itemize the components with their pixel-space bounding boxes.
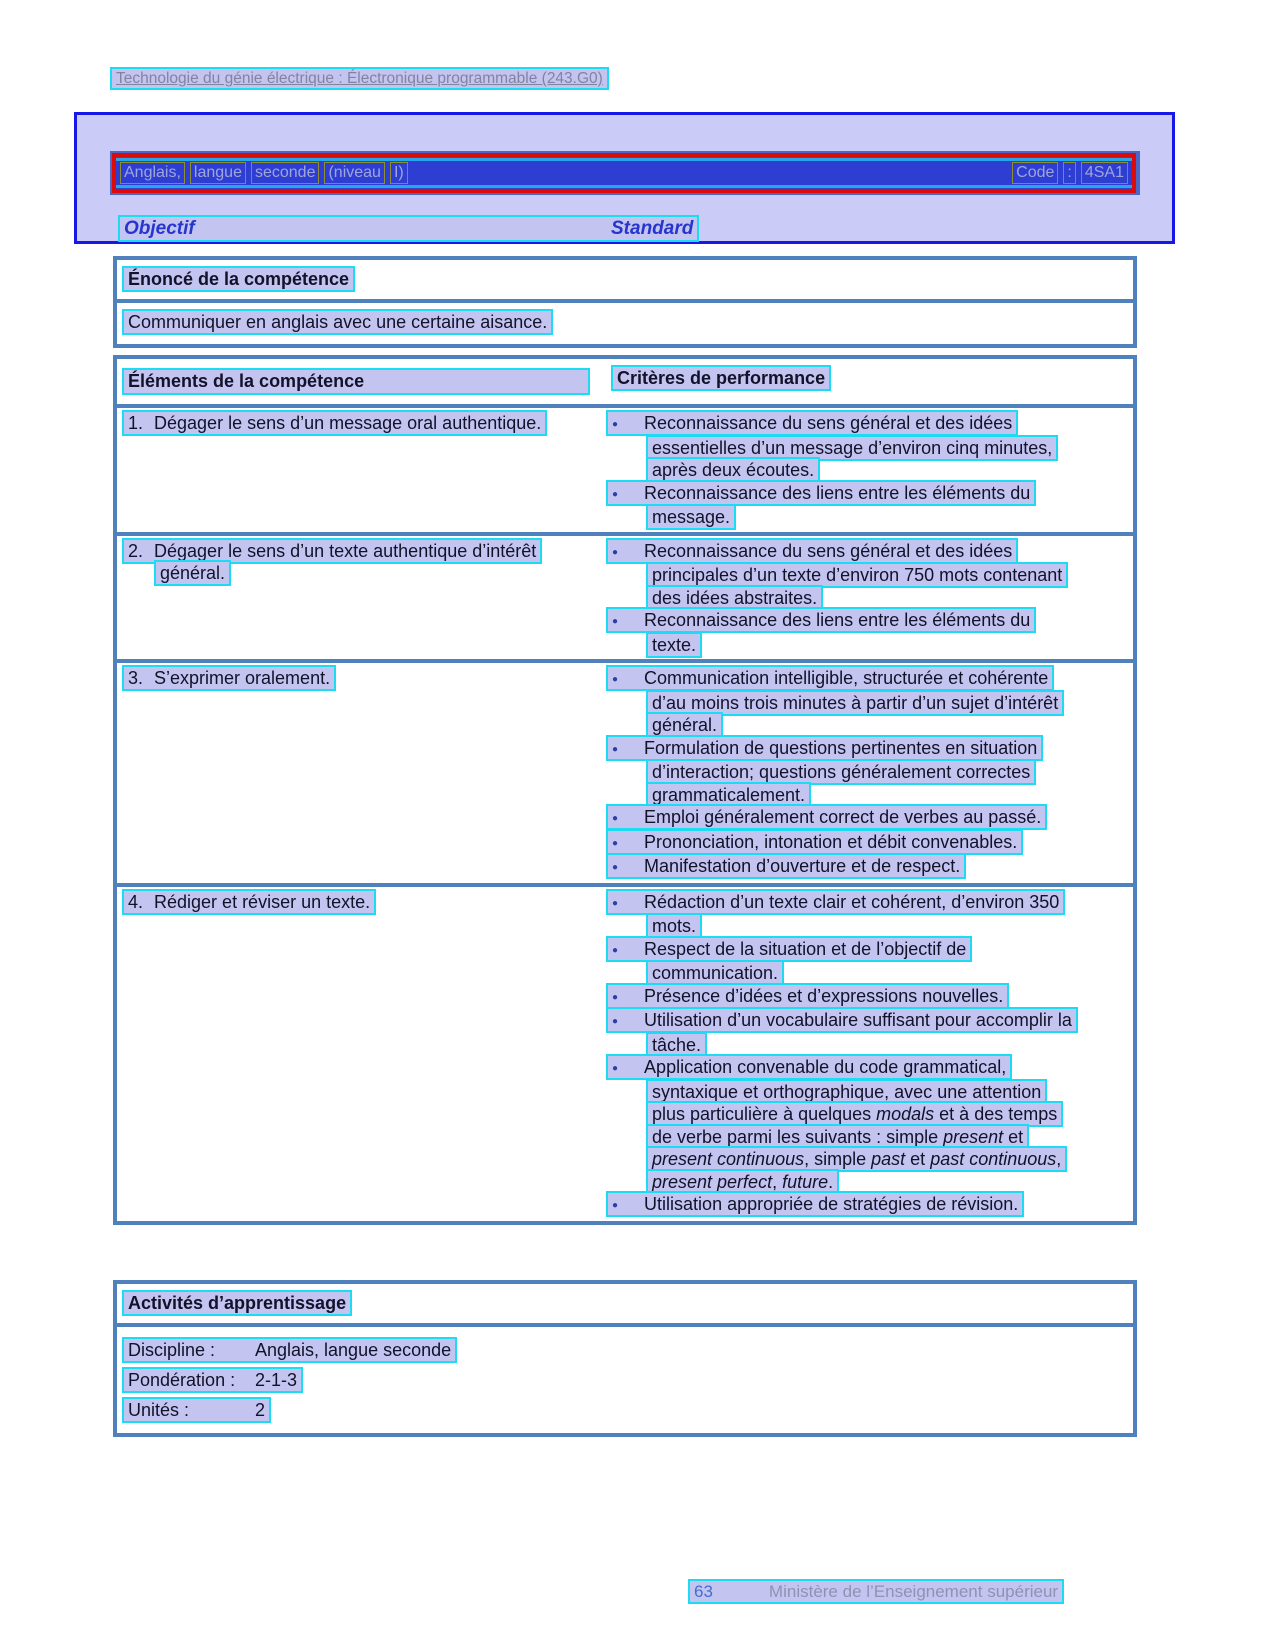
- activites-row-text: [122, 1367, 303, 1393]
- criteria-text: [606, 410, 1058, 483]
- criteria-list: [606, 667, 1074, 880]
- activites-rows: [117, 1327, 1133, 1433]
- criteria-text: [606, 889, 1065, 940]
- criteria-segment: .: [828, 1171, 834, 1192]
- criteria-item: [606, 891, 1074, 938]
- criteria-segment: Reconnaissance du sens général et des idées principales d’un texte d’environ 750 mots contenant des idées abstraites.: [644, 540, 1063, 608]
- criteria-segment: Reconnaissance des liens entre les éléments du texte.: [644, 610, 1031, 655]
- bullet-icon: ●: [612, 1063, 619, 1074]
- criteria-italic-segment: present: [943, 1126, 1004, 1147]
- competence-table: [113, 355, 1137, 1225]
- bullet-icon: ●: [612, 991, 619, 1003]
- element-cell: [117, 667, 606, 880]
- running-header: [110, 70, 609, 88]
- activites-label: Unités :: [128, 1400, 190, 1420]
- criteria-italic-segment: past: [871, 1149, 906, 1169]
- element-text: [122, 889, 376, 915]
- title-word: seconde: [251, 162, 320, 184]
- criteria-segment: et: [905, 1149, 931, 1169]
- enonce-header: Énoncé de la compétence: [122, 266, 355, 292]
- criteria-segment: Reconnaissance du sens général et des idées essentielles d’un message d’environ cinq minutes, après deux écoutes.: [644, 413, 1053, 480]
- criteria-segment: et: [1003, 1126, 1024, 1147]
- bullet-icon: ●: [612, 862, 619, 873]
- element-cell: [117, 412, 606, 529]
- criteres-header-cell: [611, 368, 831, 395]
- competence-row: [117, 408, 1133, 536]
- bullet-icon: ●: [612, 1016, 619, 1027]
- enonce-statement-row: [117, 303, 1133, 344]
- criteria-segment: Manifestation d’ouverture et de respect.: [644, 856, 961, 876]
- objectif-standard-row: [118, 218, 699, 240]
- element-text: [122, 410, 547, 436]
- criteria-cell: [606, 667, 1074, 880]
- criteria-list: [606, 540, 1074, 657]
- page-footer: [688, 1582, 1064, 1602]
- activites-value: Anglais, langue seconde: [255, 1340, 452, 1360]
- bullet-icon: ●: [612, 546, 619, 558]
- criteria-text: [606, 804, 1047, 830]
- bullet-icon: ●: [612, 1200, 619, 1211]
- activites-row-text: [122, 1337, 457, 1363]
- title-word: (niveau: [324, 162, 384, 184]
- title-word: I): [390, 162, 408, 184]
- element-item: [122, 412, 600, 435]
- activites-table: [113, 1280, 1137, 1437]
- criteria-italic-segment: present perfect: [652, 1171, 773, 1192]
- bullet-icon: ●: [612, 488, 619, 500]
- activites-header: Activités d’apprentissage: [122, 1290, 352, 1316]
- criteria-italic-segment: past continuous: [930, 1149, 1057, 1169]
- title-word: Anglais,: [120, 162, 185, 184]
- competence-row: [117, 536, 1133, 664]
- criteria-item: [606, 737, 1074, 807]
- elements-header: Éléments de la compétence: [122, 368, 590, 395]
- criteria-segment: Respect de la situation et de l’objectif de communication.: [644, 938, 967, 983]
- element-cell: [117, 540, 606, 657]
- element-text: [122, 665, 336, 691]
- code-word: 4SA1: [1081, 162, 1128, 184]
- criteria-text: [606, 607, 1036, 658]
- bullet-icon: ●: [612, 837, 619, 849]
- criteria-item: [606, 855, 1074, 880]
- activites-row: [122, 1340, 1128, 1361]
- criteria-segment: Communication intelligible, structurée et cohérente d’au moins trois minutes à partir d’un sujet d’intérêt général.: [644, 668, 1059, 735]
- criteria-text: [606, 983, 1009, 1009]
- criteria-text: [606, 735, 1043, 808]
- element-label: S’exprimer oralement.: [154, 668, 331, 688]
- criteria-item: [606, 412, 1074, 482]
- element-item: [122, 667, 600, 690]
- criteria-list: [606, 412, 1074, 529]
- criteria-item: [606, 482, 1074, 529]
- elements-header-cell: [122, 368, 611, 395]
- bullet-icon: ●: [612, 674, 619, 685]
- objectif-heading: Objectif: [124, 218, 195, 239]
- criteria-item: [606, 609, 1074, 656]
- course-title-bar: [110, 151, 1140, 195]
- criteria-italic-segment: modals: [876, 1104, 935, 1124]
- course-code: [1012, 162, 1128, 184]
- code-word: :: [1063, 162, 1075, 184]
- element-label: Dégager le sens d’un texte authentique d’intérêt général.: [154, 540, 537, 583]
- code-word: Code: [1012, 162, 1058, 184]
- element-number: 2.: [128, 540, 144, 561]
- criteria-segment: ,: [1056, 1149, 1062, 1169]
- criteria-cell: [606, 891, 1074, 1218]
- activites-row: [122, 1370, 1128, 1391]
- bullet-icon: ●: [612, 616, 619, 627]
- activites-row: [122, 1400, 1128, 1421]
- page-number: 63: [694, 1582, 713, 1601]
- element-cell: [117, 891, 606, 1218]
- element-number: 4.: [128, 891, 144, 912]
- criteria-italic-segment: future: [782, 1171, 829, 1192]
- element-item: [122, 540, 600, 585]
- ministry-name: Ministère de l’Enseignement supérieur: [768, 1582, 1059, 1601]
- criteria-cell: [606, 412, 1074, 529]
- competence-row: [117, 663, 1133, 887]
- criteria-item: [606, 938, 1074, 985]
- criteria-text: [606, 853, 966, 879]
- criteria-segment: et à des temps de verbe parmi les suivants : simple: [652, 1104, 1058, 1147]
- criteria-segment: Rédaction d’un texte clair et cohérent, d’environ 350 mots.: [644, 891, 1060, 936]
- element-text: [122, 538, 542, 587]
- element-label: Rédiger et réviser un texte.: [154, 891, 371, 912]
- criteria-segment: Présence d’idées et d’expressions nouvelles.: [644, 985, 1004, 1006]
- activites-value: 2-1-3: [255, 1370, 298, 1390]
- competence-statement: Communiquer en anglais avec une certaine aisance.: [122, 309, 553, 335]
- bullet-icon: ●: [612, 743, 619, 755]
- enonce-table: [113, 256, 1137, 348]
- element-number: 1.: [128, 413, 144, 433]
- criteria-cell: [606, 540, 1074, 657]
- bullet-icon: ●: [612, 813, 619, 824]
- criteria-item: [606, 667, 1074, 737]
- activites-value: 2: [255, 1400, 266, 1420]
- bullet-icon: ●: [612, 419, 619, 430]
- criteria-segment: Prononciation, intonation et débit convenables.: [644, 831, 1018, 852]
- title-red-frame: [112, 153, 1136, 193]
- criteria-text: [606, 1191, 1024, 1217]
- criteria-text: [606, 538, 1068, 611]
- criteria-text: [606, 936, 972, 987]
- criteria-segment: ,: [772, 1171, 783, 1192]
- activites-row-text: [122, 1397, 271, 1423]
- criteria-item: [606, 1056, 1074, 1193]
- criteria-item: [606, 806, 1074, 831]
- criteria-text: [606, 480, 1036, 531]
- activites-label: Pondération :: [128, 1370, 236, 1390]
- criteria-segment: Application convenable du code grammatical, syntaxique et orthographique, avec une attention plus particulière à quelques: [644, 1057, 1042, 1124]
- criteria-text: [606, 665, 1064, 738]
- course-title: [120, 162, 408, 184]
- bullet-icon: ●: [612, 897, 619, 909]
- competence-table-header: [117, 359, 1133, 408]
- criteria-text: [606, 829, 1023, 855]
- title-line: [116, 158, 1132, 188]
- criteria-segment: Formulation de questions pertinentes en situation d’interaction; questions généralement correctes grammaticalement.: [644, 737, 1038, 805]
- activites-header-row: [117, 1284, 1133, 1327]
- title-word: langue: [190, 162, 246, 184]
- criteria-item: [606, 831, 1074, 856]
- criteria-segment: Utilisation appropriée de stratégies de révision.: [644, 1194, 1019, 1214]
- criteres-header: Critères de performance: [611, 365, 831, 391]
- competence-rows: [117, 408, 1133, 1221]
- criteria-item: [606, 1009, 1074, 1056]
- criteria-text: [606, 1007, 1078, 1058]
- element-label: Dégager le sens d’un message oral authentique.: [154, 413, 542, 433]
- criteria-item: [606, 540, 1074, 610]
- criteria-segment: , simple: [804, 1149, 872, 1169]
- criteria-segment: Utilisation d’un vocabulaire suffisant pour accomplir la tâche.: [644, 1010, 1072, 1055]
- criteria-text: [606, 1054, 1067, 1195]
- criteria-segment: Emploi généralement correct de verbes au passé.: [644, 807, 1042, 827]
- criteria-item: [606, 1193, 1074, 1218]
- activites-label: Discipline :: [128, 1340, 216, 1360]
- enonce-header-row: [117, 260, 1133, 303]
- title-box: [74, 112, 1175, 244]
- bullet-icon: ●: [612, 944, 619, 956]
- criteria-segment: Reconnaissance des liens entre les éléments du message.: [644, 482, 1031, 527]
- criteria-italic-segment: present continuous: [652, 1149, 805, 1169]
- element-item: [122, 891, 600, 914]
- criteria-item: [606, 985, 1074, 1010]
- element-number: 3.: [128, 668, 144, 688]
- running-header-text: Technologie du génie électrique : Électronique programmable (243.G0): [116, 70, 603, 87]
- criteria-list: [606, 891, 1074, 1218]
- standard-heading: Standard: [611, 218, 694, 239]
- competence-row: [117, 887, 1133, 1221]
